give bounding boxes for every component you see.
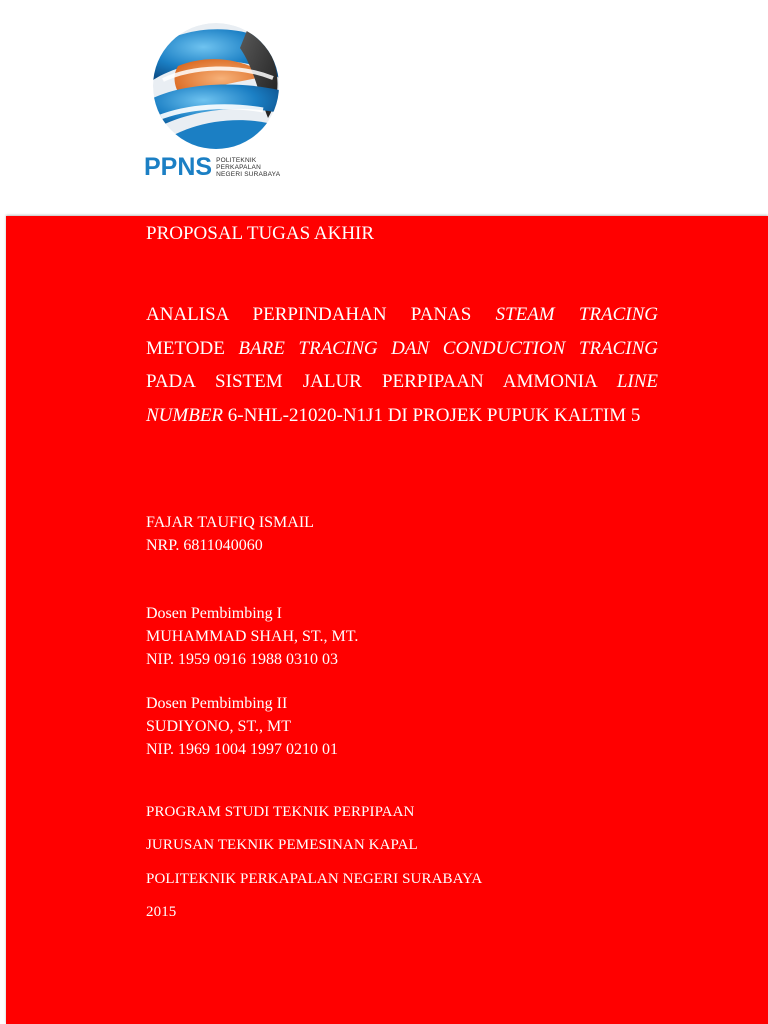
title-segment: BARE TRACING DAN CONDUCTION TRACING bbox=[238, 337, 658, 359]
title-segment: 6-NHL-21020-N1J1 DI PROJEK PUPUK KALTIM 5 bbox=[223, 404, 641, 426]
study-program: PROGRAM STUDI TEKNIK PERPIPAAN bbox=[146, 804, 415, 820]
logo-acronym: PPNS bbox=[144, 153, 213, 181]
author-block bbox=[146, 511, 658, 557]
author-nrp: NRP. 6811040060 bbox=[146, 537, 263, 554]
logo-wordmark bbox=[144, 152, 280, 182]
school-name: POLITEKNIK PERKAPALAN NEGERI SURABAYA bbox=[146, 870, 483, 887]
author-name: FAJAR TAUFIQ ISMAIL bbox=[146, 514, 314, 531]
title-segment: ANALISA PERPINDAHAN PANAS bbox=[146, 304, 496, 325]
title-segment: METODE bbox=[146, 337, 239, 359]
advisor-2-nip: NIP. 1969 1004 1997 0210 01 bbox=[146, 741, 339, 758]
proposal-label: PROPOSAL TUGAS AKHIR bbox=[146, 223, 375, 244]
department: JURUSAN TEKNIK PEMESINAN KAPAL bbox=[146, 837, 418, 854]
advisor-2-block bbox=[146, 692, 658, 761]
advisor-2-role: Dosen Pembimbing II bbox=[146, 695, 288, 712]
logo-subtitle-line: PERKAPALAN bbox=[216, 163, 261, 171]
thesis-title bbox=[146, 298, 658, 432]
advisor-1-name: MUHAMMAD SHAH, ST., MT. bbox=[146, 628, 359, 645]
title-segment: PADA SISTEM JALUR PERPIPAAN AMMONIA bbox=[146, 371, 617, 393]
logo-subtitle bbox=[216, 157, 280, 178]
advisor-1-nip: NIP. 1959 0916 1988 0310 03 bbox=[146, 651, 339, 668]
year: 2015 bbox=[146, 903, 177, 920]
advisor-1-block bbox=[146, 602, 658, 671]
advisor-1-role: Dosen Pembimbing I bbox=[146, 605, 282, 622]
logo-subtitle-line: POLITEKNIK bbox=[216, 156, 257, 164]
institution-block bbox=[146, 796, 658, 929]
title-segment: STEAM TRACING bbox=[495, 304, 658, 325]
title-segment: LINE NUMBER bbox=[146, 371, 658, 426]
advisor-2-name: SUDIYONO, ST., MT bbox=[146, 718, 292, 735]
logo-subtitle-line: NEGERI SURABAYA bbox=[216, 170, 281, 178]
ppns-logo bbox=[144, 18, 304, 188]
globe-logo-icon bbox=[148, 18, 284, 154]
